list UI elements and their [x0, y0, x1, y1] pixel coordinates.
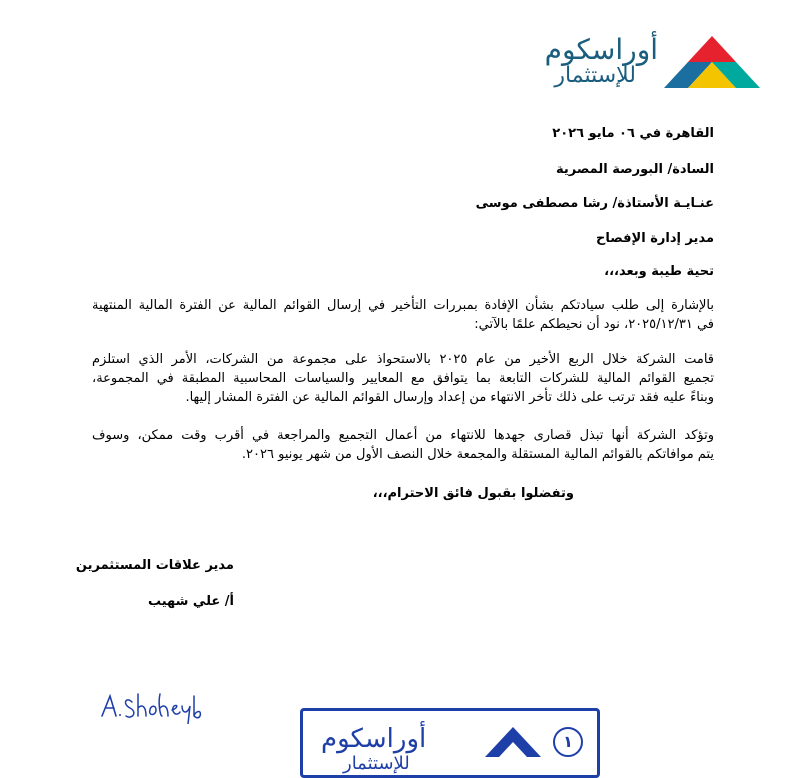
- greeting: تحية طيبة وبعد،،،: [604, 264, 714, 279]
- letter-date: القاهرة في ٠٦ مايو ٢٠٢٦: [552, 126, 714, 141]
- paragraph-line: بالإشارة إلى طلب سيادتكم بشأن الإفادة بمبررات التأخير في إرسال القوائم المالية عن الفترة المالية المنتهية: [92, 298, 714, 313]
- recipient-attention: عنـايـة الأستاذة/ رشا مصطفى موسى: [475, 196, 714, 211]
- stamp-number: ١: [553, 727, 583, 757]
- handwritten-signature: [98, 690, 208, 724]
- paragraph-line: قامت الشركة خلال الربع الأخير من عام ٢٠٢٥ بالاستحواذ على مجموعة من الشركات، الأمر الذي استلزم: [92, 352, 714, 367]
- stamp-name-line2: للإستثمار: [343, 753, 410, 774]
- paragraph-line: وتؤكد الشركة أنها تبذل قصارى جهدها للانتهاء من أعمال التجميع والمراجعة في أقرب وقت ممكن، وسوف: [92, 428, 714, 443]
- logo-name-line2: للإستثمار: [554, 63, 636, 88]
- paragraph-line: في ٢٠٢٥/١٢/٣١، نود أن نحيطكم علمًا بالآتي:: [474, 317, 714, 332]
- closing: وتفضلوا بقبول فائق الاحترام،،،: [372, 486, 574, 501]
- paragraph-line: يتم موافاتكم بالقوائم المالية المستقلة والمجمعة خلال النصف الأول من شهر يونيو ٢٠٢٦.: [241, 447, 714, 462]
- logo-pyramid-icon: [664, 36, 760, 88]
- recipient-org: السادة/ البورصة المصرية: [555, 162, 714, 177]
- paragraph-1: [92, 296, 714, 334]
- company-logo: [510, 34, 760, 90]
- paragraph-line: وبناءً عليه فقد ترتب على ذلك تأخر الانتهاء من إعداد وإرسال القوائم المالية عن الفترة المشار إليها.: [185, 390, 714, 405]
- signatory-title: مدير علاقات المستثمرين: [75, 558, 234, 573]
- logo-name-line1: أوراسكوم: [544, 33, 658, 66]
- paragraph-3: [92, 426, 714, 464]
- recipient-title: مدير إدارة الإفصاح: [595, 231, 714, 246]
- signatory-name: أ/ علي شهيب: [147, 594, 234, 609]
- paragraph-line: تجميع القوائم المالية للشركات التابعة بما يتوافق مع المعايير والسياسات المحاسبية المطبقة في المجموعة،: [92, 371, 714, 386]
- stamp-name-line1: أوراسكوم: [321, 724, 427, 754]
- company-stamp: [300, 708, 600, 778]
- logo-pyramid-top: [688, 36, 736, 62]
- paragraph-2: [92, 350, 714, 407]
- stamp-pyramid-icon: [485, 727, 541, 757]
